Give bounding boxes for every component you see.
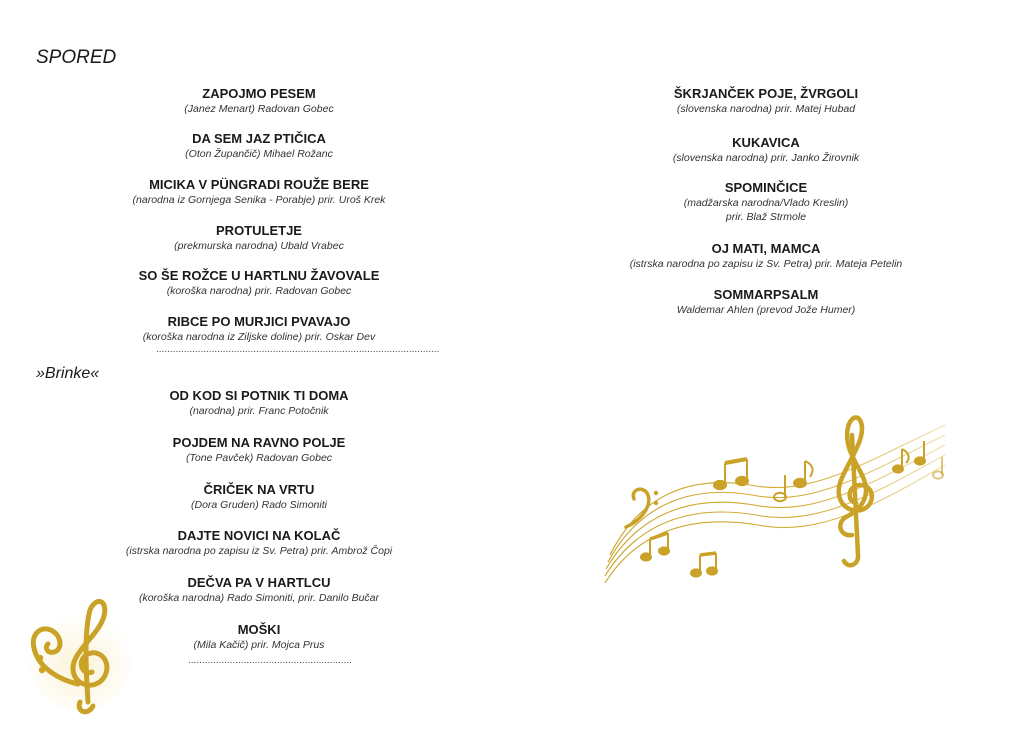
- program-credit: (Tone Pavček) Radovan Gobec: [185, 452, 333, 464]
- program-title: ČRIČEK NA VRTU: [203, 482, 315, 497]
- program-credit: (koroška narodna) prir. Radovan Gobec: [166, 285, 352, 297]
- program-title: SPOMINČICE: [724, 180, 808, 195]
- program-item: [80, 575, 438, 605]
- program-title: DAJTE NOVICI NA KOLAČ: [177, 528, 341, 543]
- program-item: [80, 622, 438, 652]
- program-item: [80, 86, 438, 116]
- program-credit: (narodna) prir. Franc Potočnik: [189, 405, 329, 417]
- heart-treble-clef-icon: [18, 592, 133, 717]
- program-credit: prir. Blaž Strmole: [725, 211, 807, 223]
- separator-dots: ......................................................................................................: [156, 344, 440, 355]
- program-item: [80, 314, 438, 344]
- program-title: DEČVA PA V HARTLCU: [187, 575, 331, 590]
- program-credit: (koroška narodna iz Ziljske doline) prir. Oskar Dev: [142, 331, 376, 343]
- program-credit: Waldemar Ahlen (prevod Jože Humer): [676, 304, 856, 316]
- program-credit: (istrska narodna po zapisu iz Sv. Petra) prir. Mateja Petelin: [629, 258, 903, 270]
- program-credit: (istrska narodna po zapisu iz Sv. Petra) prir. Ambrož Čopi: [125, 545, 393, 557]
- program-title: RIBCE PO MURJICI PVAVAJO: [167, 314, 351, 329]
- program-item: [80, 388, 438, 418]
- program-credit: (madžarska narodna/Vlado Kreslin): [683, 197, 849, 209]
- program-credit: (slovenska narodna) prir. Matej Hubad: [676, 103, 856, 115]
- program-title: SO ŠE ROŽCE U HARTLNU ŽAVOVALE: [138, 268, 380, 283]
- program-credit: (Dora Gruden) Rado Simoniti: [191, 499, 327, 511]
- program-item: [596, 287, 936, 317]
- program-item: [80, 435, 438, 465]
- program-title: ŠKRJANČEK POJE, ŽVRGOLI: [673, 86, 859, 101]
- program-title: ZAPOJMO PESEM: [202, 86, 316, 101]
- program-item: [80, 482, 438, 512]
- separator-dots: ...........................................................: [188, 655, 352, 666]
- brinke-heading: »Brinke«: [36, 365, 100, 382]
- program-credit: (slovenska narodna) prir. Janko Žirovnik: [672, 152, 860, 164]
- left-program-part1: [80, 86, 438, 356]
- program-credit: (Janez Menart) Radovan Gobec: [184, 103, 334, 115]
- program-credit: (prekmurska narodna) Ubald Vrabec: [174, 240, 344, 252]
- program-item: [80, 223, 438, 253]
- program-item: [596, 180, 936, 224]
- program-item: [596, 86, 936, 116]
- program-item: [80, 177, 438, 207]
- program-credit: (Mila Kačič) prir. Mojca Prus: [193, 639, 325, 651]
- program-credit: (narodna iz Gornjega Senika - Porabje) prir. Uroš Krek: [132, 194, 386, 206]
- program-title: POJDEM NA RAVNO POLJE: [172, 435, 346, 450]
- spored-heading: SPORED: [36, 47, 117, 68]
- program-title: SOMMARPSALM: [713, 287, 819, 302]
- right-program: [596, 86, 936, 326]
- program-title: OD KOD SI POTNIK TI DOMA: [169, 388, 349, 403]
- program-item: [80, 528, 438, 558]
- music-staff-icon: [600, 405, 950, 595]
- program-title: MICIKA V PÜNGRADI ROUŽE BERE: [149, 177, 369, 192]
- program-title: MOŠKI: [237, 622, 281, 637]
- program-item: [80, 268, 438, 298]
- program-title: PROTULETJE: [216, 223, 302, 238]
- program-title: DA SEM JAZ PTIČICA: [192, 131, 326, 146]
- program-item: [596, 241, 936, 271]
- program-title: OJ MATI, MAMCA: [711, 241, 821, 256]
- program-item: [596, 135, 936, 165]
- program-item: [80, 131, 438, 161]
- program-title: KUKAVICA: [732, 135, 800, 150]
- program-credit: (Oton Župančič) Mihael Rožanc: [185, 148, 333, 160]
- left-program-part2: [80, 388, 438, 673]
- program-credit: (koroška narodna) Rado Simoniti, prir. Danilo Bučar: [138, 592, 380, 604]
